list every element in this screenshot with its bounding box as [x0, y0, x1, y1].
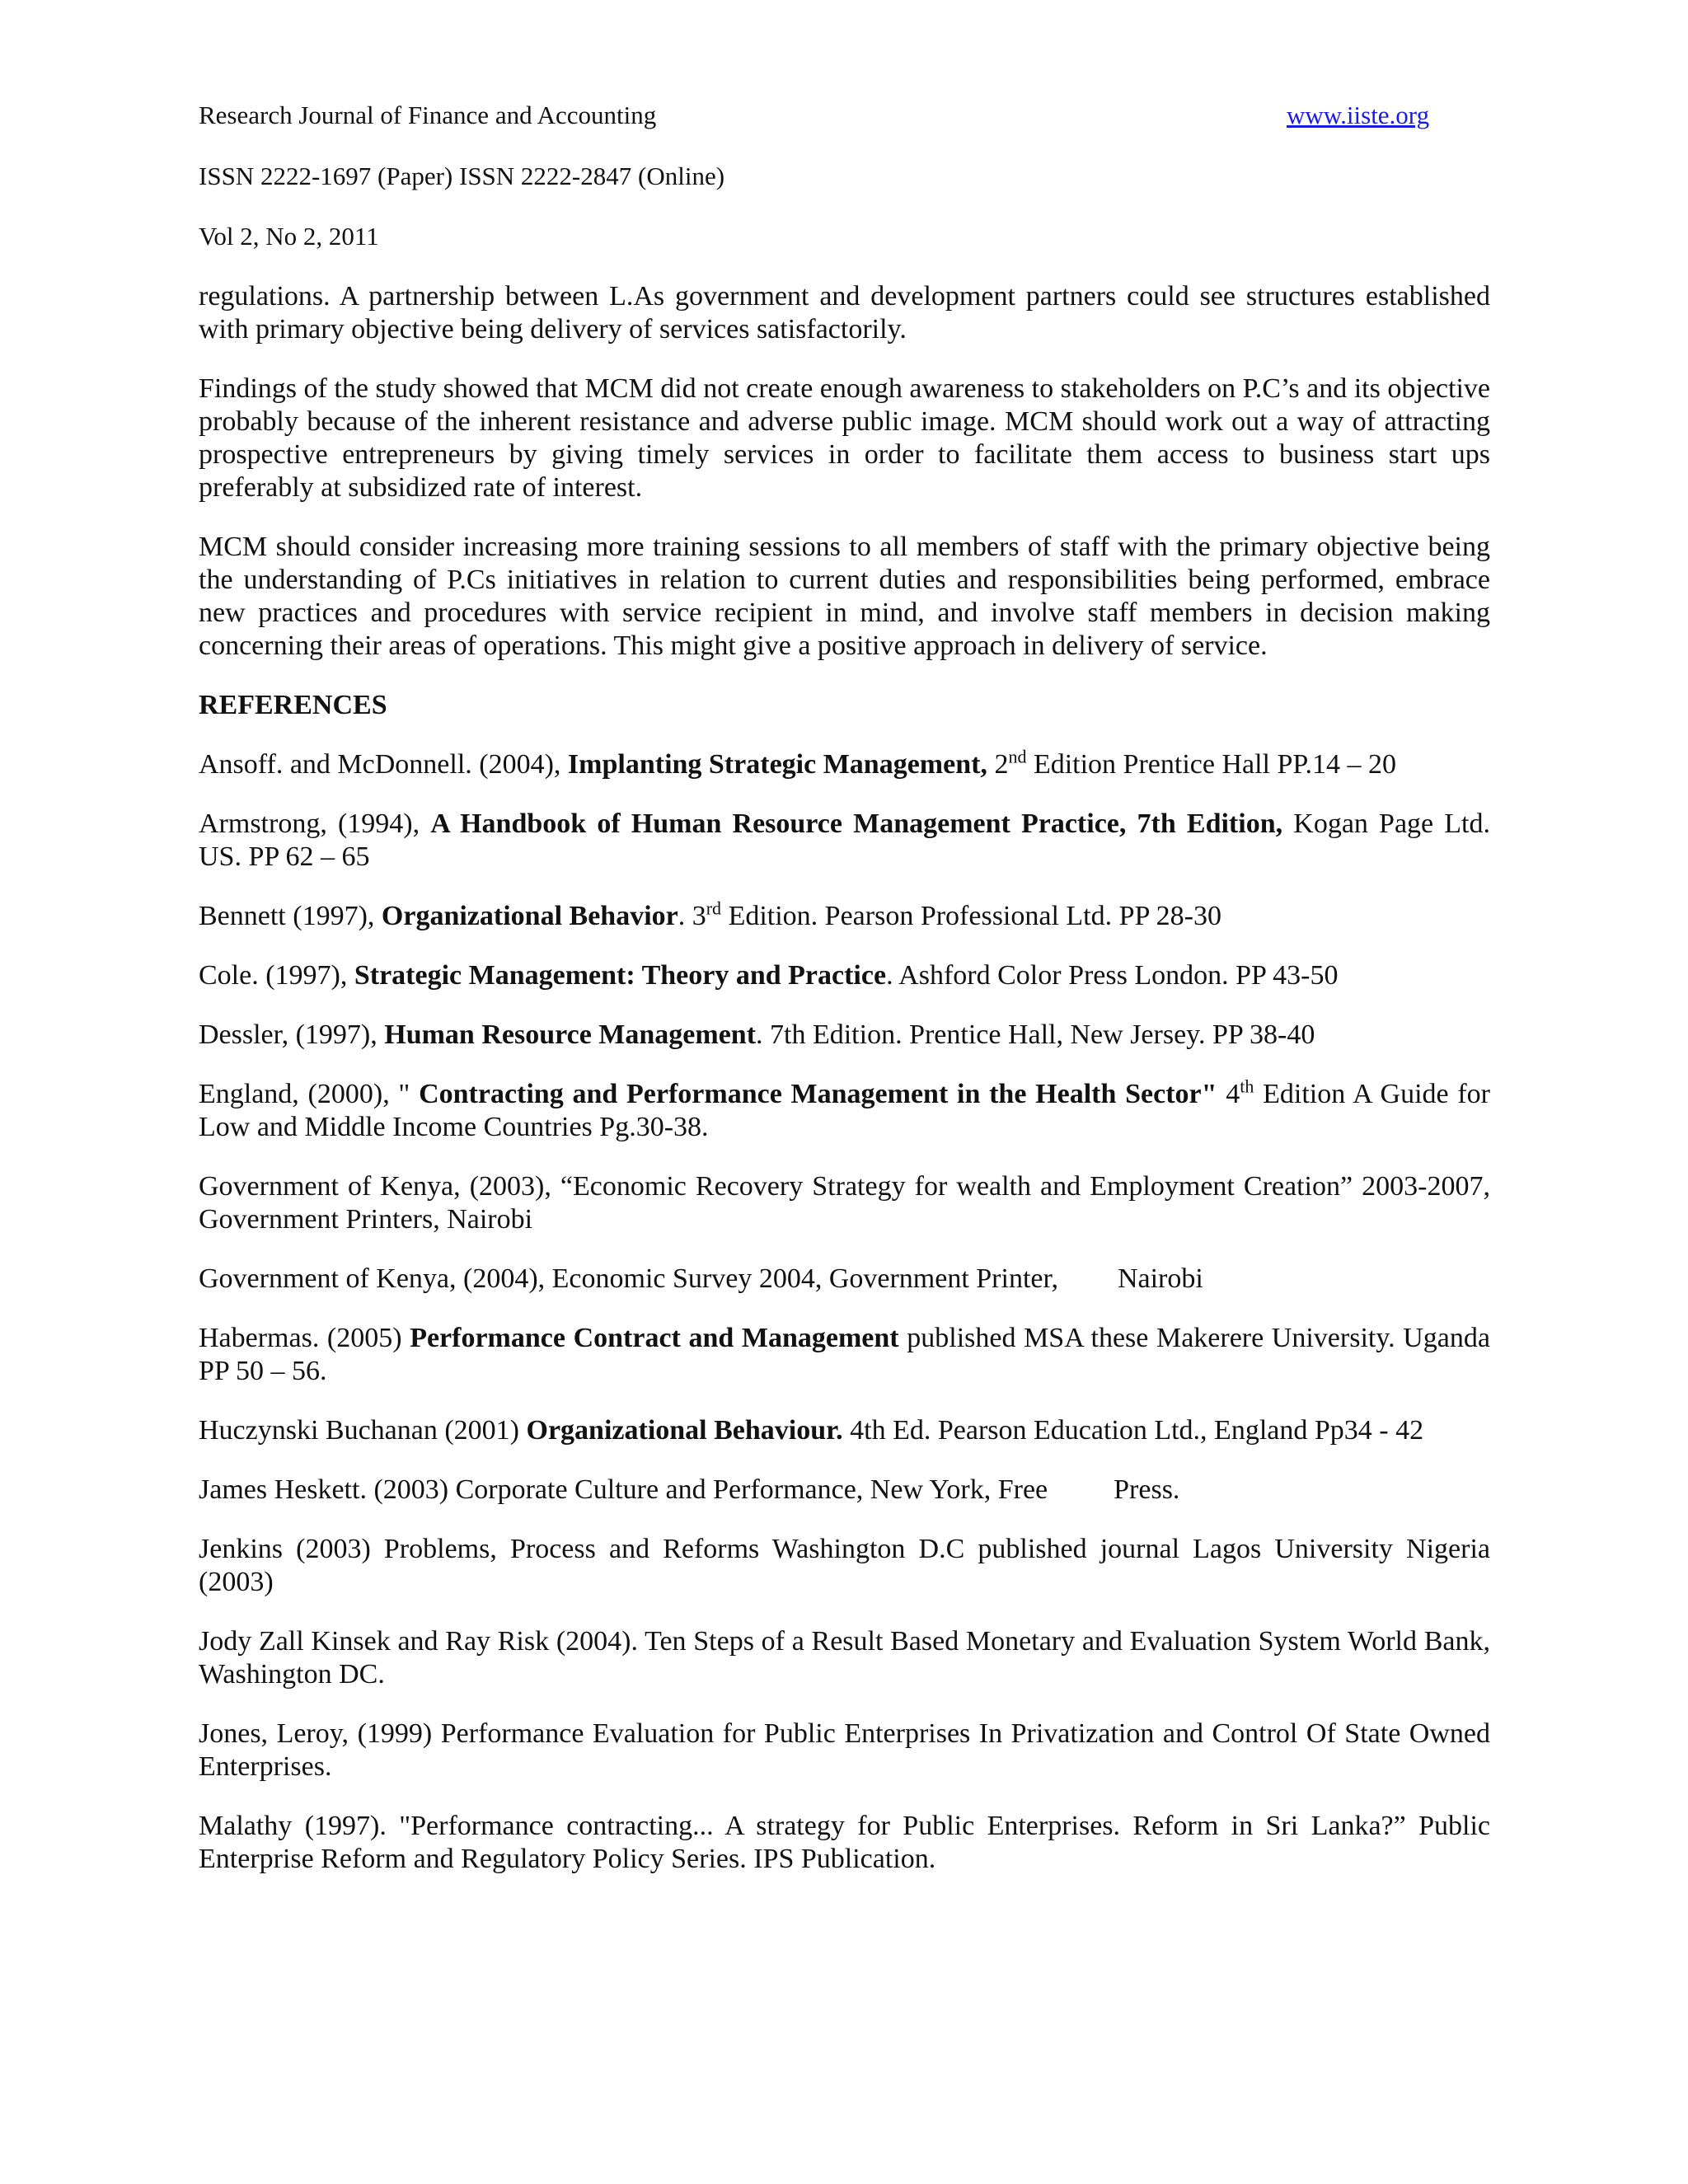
- ref-text: 2: [994, 749, 1009, 780]
- issn-line: ISSN 2222-1697 (Paper) ISSN 2222-2847 (Online): [199, 162, 725, 190]
- ref-text: James Heskett. (2003) Corporate Culture and Performance, New York, Free: [199, 1474, 1048, 1505]
- reference-item: [199, 1263, 1490, 1296]
- ref-title: Organizational Behaviour.: [526, 1415, 843, 1446]
- ref-title: A Handbook of Human Resource Management Practice, 7th Edition,: [430, 808, 1283, 839]
- reference-item: [199, 1810, 1490, 1876]
- ref-title: Contracting and Performance Management in the Health Sector": [419, 1079, 1217, 1109]
- ref-text: . 3: [678, 901, 706, 931]
- ref-text: Malathy (1997). "Performance contracting... A strategy for Public Enterprises. Reform in Sri Lanka?” Public Enterprise Reform and Regulatory Policy Series. IPS Publication.: [199, 1811, 1490, 1874]
- reference-item: [199, 808, 1490, 874]
- reference-item: [199, 1322, 1490, 1388]
- ref-text: Armstrong, (1994),: [199, 808, 431, 839]
- ref-text: Bennett (1997),: [199, 901, 382, 931]
- ref-text: Jenkins (2003) Problems, Process and Reforms Washington D.C published journal Lagos University Nigeria (2003): [199, 1534, 1490, 1597]
- ref-text: . Ashford Color Press London. PP 43-50: [886, 960, 1339, 991]
- ref-text: Kogan Page Ltd. US. PP 62 – 65: [199, 808, 1491, 872]
- references-heading: REFERENCES: [199, 690, 387, 720]
- reference-item: [199, 1718, 1490, 1783]
- ref-sup: rd: [706, 898, 722, 919]
- ref-text: Edition. Pearson Professional Ltd. PP 28-30: [721, 901, 1221, 931]
- ref-text: Huczynski Buchanan (2001): [199, 1415, 527, 1446]
- ref-text: England, (2000), ": [199, 1079, 420, 1109]
- ref-text: Cole. (1997),: [199, 960, 354, 991]
- ref-text: Nairobi: [1117, 1263, 1203, 1294]
- reference-item: [199, 1019, 1490, 1052]
- volume-line: Vol 2, No 2, 2011: [199, 222, 379, 251]
- main-content: [199, 280, 1490, 1902]
- journal-title: Research Journal of Finance and Accounting: [199, 101, 657, 129]
- ref-title: Performance Contract and Management: [410, 1323, 899, 1353]
- ref-text: published MSA these Makerere University. Uganda PP 50 – 56.: [199, 1323, 1490, 1386]
- website-link[interactable]: www.iiste.org: [1287, 101, 1430, 129]
- reference-item: [199, 959, 1490, 992]
- ref-text: Edition A Guide for Low and Middle Income Countries Pg.30-38.: [199, 1079, 1491, 1142]
- reference-item: [199, 748, 1490, 781]
- paragraph-3: MCM should consider increasing more training sessions to all members of staff with the primary objective being the understanding of P.Cs initiatives in relation to current duties and responsibilities being performed, embrace new practices and procedures with service recipient in mind, and involve staff members in decision making concerning their areas of operations. This might give a positive approach in delivery of service.: [199, 532, 1490, 661]
- ref-text: . 7th Edition. Prentice Hall, New Jersey. PP 38-40: [756, 1019, 1315, 1050]
- ref-text: Government of Kenya, (2003), “Economic Recovery Strategy for wealth and Employment Creation” 2003-2007, Government Printers, Nairobi: [199, 1171, 1490, 1235]
- ref-text: 4th Ed. Pearson Education Ltd., England Pp34 - 42: [842, 1415, 1424, 1446]
- reference-item: [199, 1533, 1490, 1599]
- paragraph-2: Findings of the study showed that MCM did not create enough awareness to stakeholders on P.C’s and its objective probably because of the inherent resistance and adverse public image. MCM should work out a way of attracting prospective entrepreneurs by giving timely services in order to facilitate them access to business start ups preferably at subsidized rate of interest.: [199, 373, 1490, 503]
- ref-text: Edition Prentice Hall PP.14 – 20: [1026, 749, 1397, 780]
- paragraph-1: regulations. A partnership between L.As government and development partners could see structures established with primary objective being delivery of services satisfactorily.: [199, 281, 1490, 344]
- reference-item: [199, 1625, 1490, 1691]
- ref-title: Organizational Behavior: [381, 901, 678, 931]
- reference-item: [199, 900, 1490, 933]
- ref-text: Government of Kenya, (2004), Economic Survey 2004, Government Printer,: [199, 1263, 1058, 1294]
- ref-text: Dessler, (1997),: [199, 1019, 385, 1050]
- reference-item: [199, 1474, 1490, 1507]
- ref-sup: th: [1240, 1076, 1254, 1097]
- ref-sup: nd: [1008, 746, 1027, 767]
- reference-item: [199, 1414, 1490, 1447]
- ref-title: Strategic Management: Theory and Practice: [354, 960, 887, 991]
- reference-item: [199, 1078, 1490, 1144]
- ref-text: Habermas. (2005): [199, 1323, 410, 1353]
- reference-item: [199, 1170, 1490, 1236]
- ref-text: Press.: [1114, 1474, 1180, 1505]
- ref-text: 4: [1217, 1079, 1240, 1109]
- ref-text: Jones, Leroy, (1999) Performance Evaluation for Public Enterprises In Privatization and Control Of State Owned Enterprises.: [199, 1718, 1490, 1782]
- ref-title: Human Resource Management: [384, 1019, 757, 1050]
- ref-text: Ansoff. and McDonnell. (2004),: [199, 749, 568, 780]
- ref-text: Jody Zall Kinsek and Ray Risk (2004). Ten Steps of a Result Based Monetary and Evaluation System World Bank, Washington DC.: [199, 1626, 1490, 1690]
- ref-title: Implanting Strategic Management,: [567, 749, 987, 780]
